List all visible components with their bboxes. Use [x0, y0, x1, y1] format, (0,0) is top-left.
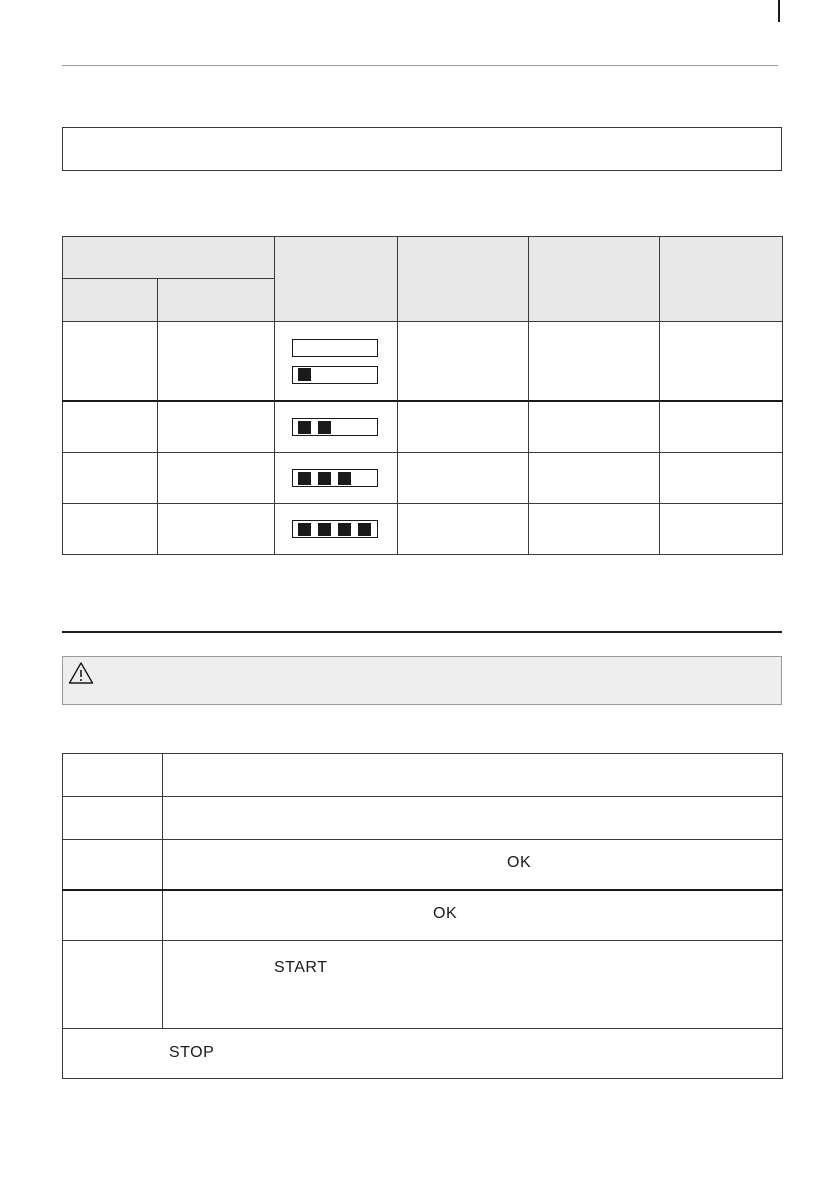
step-row — [63, 840, 783, 891]
ok-key-label: OK — [507, 854, 532, 871]
level-segment — [318, 421, 331, 434]
header-cell-col5 — [529, 237, 660, 322]
table-row — [63, 453, 783, 504]
step-row — [63, 890, 783, 941]
level-table — [62, 236, 783, 555]
start-key-label: START — [274, 959, 328, 976]
level-segment — [338, 472, 351, 485]
section-rule — [62, 631, 782, 633]
steps-table — [62, 753, 783, 1079]
level-bar — [292, 469, 378, 487]
level-bar — [292, 520, 378, 538]
note-box — [62, 127, 782, 171]
table-row — [63, 401, 783, 453]
level-segment — [298, 421, 311, 434]
indicator-cell — [275, 504, 398, 555]
header-cell-col4 — [398, 237, 529, 322]
level-segment — [298, 523, 311, 536]
level-bar — [292, 366, 378, 384]
level-segment — [298, 368, 311, 381]
header-cell-group — [63, 237, 275, 279]
header-cell-indicator — [275, 237, 398, 322]
step-row — [63, 797, 783, 840]
level-bar — [292, 339, 378, 357]
indicator-cell — [275, 401, 398, 453]
indicator-cell — [275, 453, 398, 504]
table-row — [63, 504, 783, 555]
header-cell-col6 — [660, 237, 783, 322]
ok-key-label: OK — [433, 905, 458, 922]
step-row — [63, 754, 783, 797]
indicator-cell — [275, 322, 398, 402]
header-cell-sub1 — [63, 279, 158, 322]
header-cell-sub2 — [158, 279, 275, 322]
crop-mark — [778, 0, 780, 22]
step-row — [63, 1029, 783, 1079]
level-segment — [338, 523, 351, 536]
level-segment — [298, 472, 311, 485]
warning-box — [62, 656, 782, 705]
level-segment — [358, 523, 371, 536]
level-bar — [292, 418, 378, 436]
header-rule — [62, 65, 778, 66]
level-segment — [318, 472, 331, 485]
table-row — [63, 322, 783, 402]
step-row — [63, 941, 783, 1029]
stop-key-label: STOP — [169, 1044, 215, 1061]
warning-triangle-icon — [68, 661, 94, 685]
level-segment — [318, 523, 331, 536]
